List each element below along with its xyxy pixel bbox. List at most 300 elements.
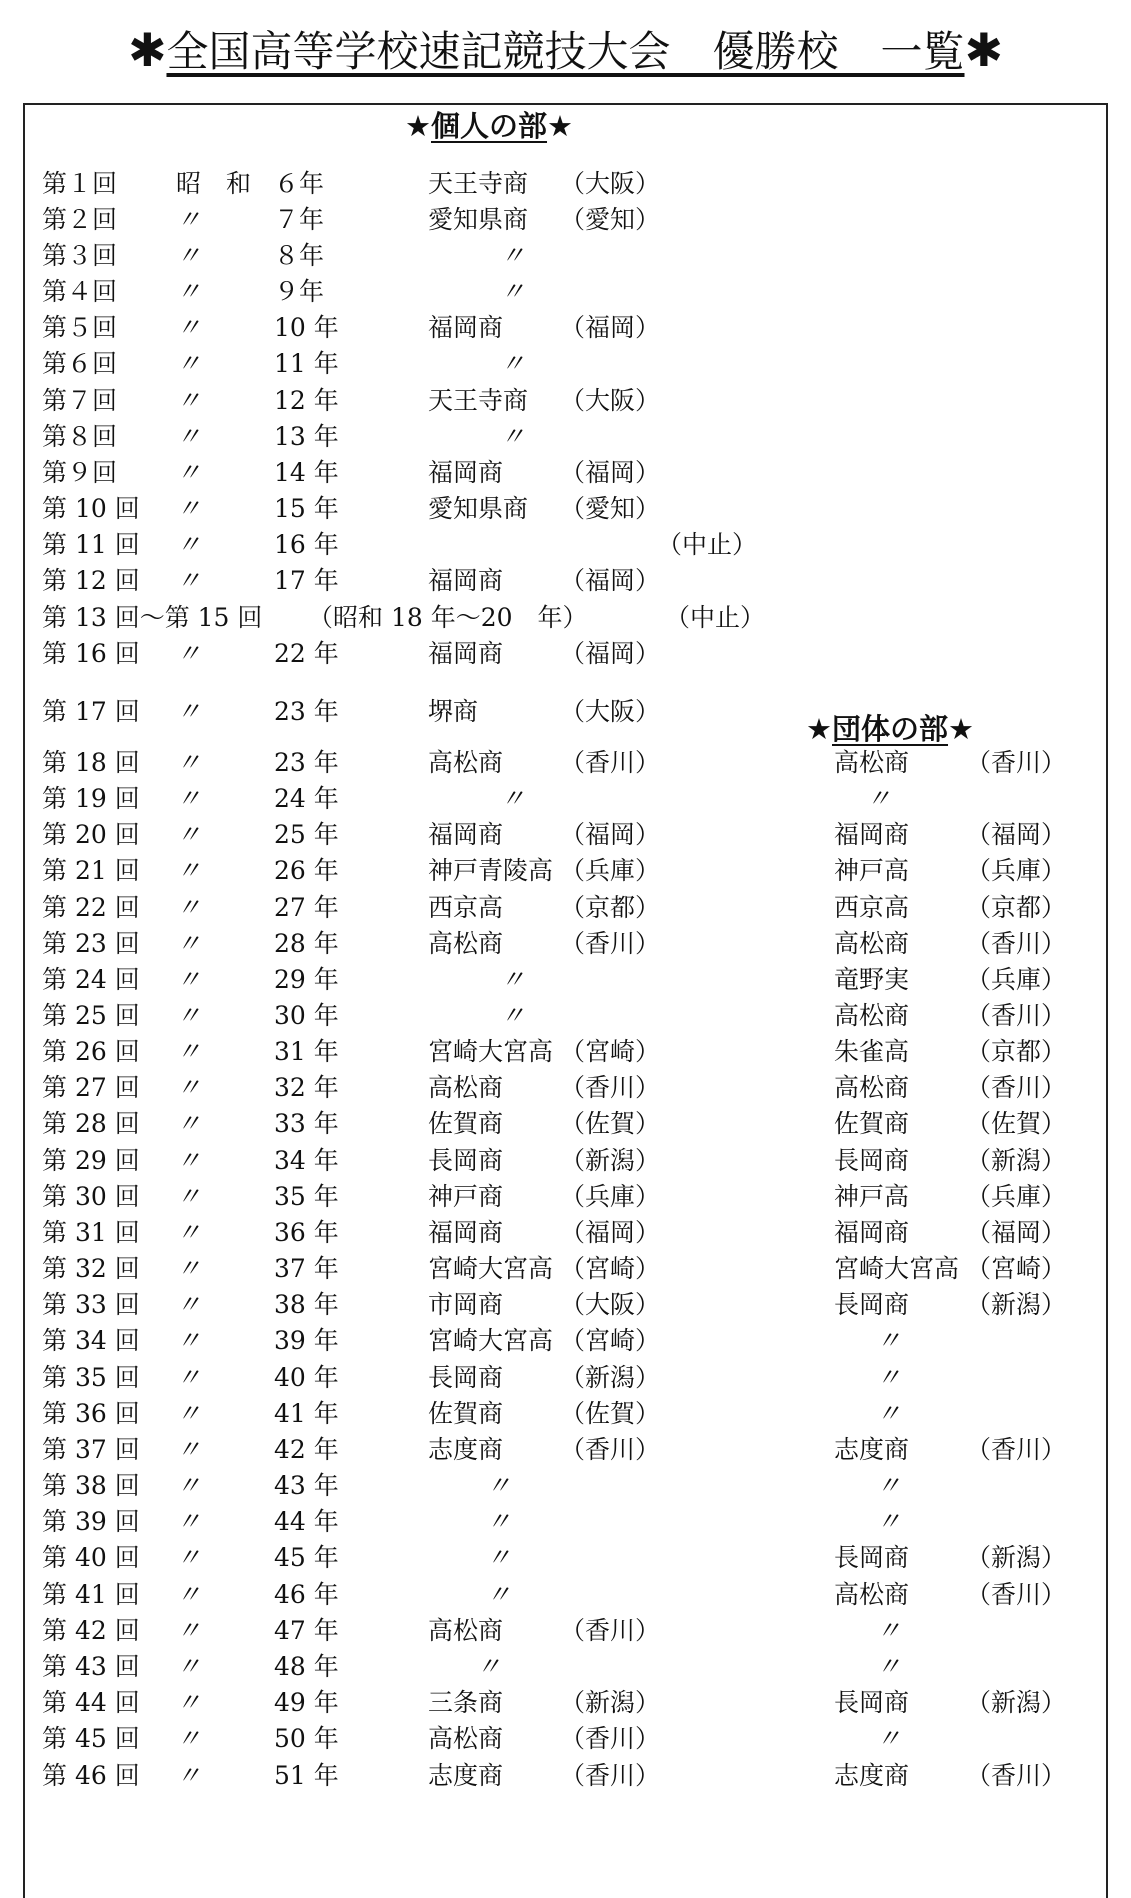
individual-ditto-mark: 〃 — [500, 349, 526, 378]
year: ６年 — [274, 169, 325, 198]
tournament-number: 第 40 回 — [42, 1543, 140, 1572]
individual-ditto-mark: 〃 — [500, 241, 526, 270]
year: 40 年 — [274, 1363, 339, 1392]
year: 12 年 — [274, 386, 339, 415]
year: 14 年 — [274, 458, 339, 487]
year: 31 年 — [274, 1037, 339, 1066]
individual-school: 宮崎大宮高 — [428, 1326, 554, 1355]
individual-prefecture: （香川） — [560, 1616, 661, 1645]
result-row — [0, 781, 1131, 817]
year: 30 年 — [274, 1001, 339, 1030]
team-prefecture: （新潟） — [966, 1290, 1067, 1319]
individual-school: 宮崎大宮高 — [428, 1037, 554, 1066]
team-ditto-mark: 〃 — [876, 1471, 902, 1500]
year: 23 年 — [274, 697, 339, 726]
individual-prefecture: （福岡） — [560, 1218, 661, 1247]
era-name: 〃 — [176, 965, 202, 994]
result-row — [0, 1613, 1131, 1649]
team-school: 高松商 — [834, 929, 910, 958]
result-row — [0, 1323, 1131, 1359]
individual-ditto-mark: 〃 — [486, 1507, 512, 1536]
individual-prefecture: （宮崎） — [560, 1326, 661, 1355]
team-ditto-mark: 〃 — [876, 1399, 902, 1428]
tournament-number: 第 43 回 — [42, 1652, 140, 1681]
individual-prefecture: （香川） — [560, 1724, 661, 1753]
tournament-number: 第１回 — [42, 169, 118, 198]
individual-school: 堺商 — [428, 697, 479, 726]
individual-ditto-mark: 〃 — [500, 1001, 526, 1030]
individual-prefecture: （大阪） — [560, 169, 661, 198]
year: 43 年 — [274, 1471, 339, 1500]
individual-prefecture: （愛知） — [560, 494, 661, 523]
page-title-text: 全国高等学校速記競技大会 優勝校 一覧 — [166, 27, 965, 76]
individual-school: 宮崎大宮高 — [428, 1254, 554, 1283]
result-row — [0, 455, 1131, 491]
tournament-number: 第 30 回 — [42, 1182, 140, 1211]
individual-school: 高松商 — [428, 1724, 504, 1753]
individual-ditto-mark: 〃 — [486, 1580, 512, 1609]
tournament-number: 第 17 回 — [42, 697, 140, 726]
result-row — [0, 1070, 1131, 1106]
tournament-number: 第 18 回 — [42, 748, 140, 777]
year: 41 年 — [274, 1399, 339, 1428]
team-prefecture: （新潟） — [966, 1146, 1067, 1175]
result-row — [0, 383, 1131, 419]
result-row — [0, 998, 1131, 1034]
individual-prefecture: （兵庫） — [560, 1182, 661, 1211]
result-row — [0, 962, 1131, 998]
individual-school: 愛知県商 — [428, 205, 529, 234]
team-prefecture: （香川） — [966, 929, 1067, 958]
result-row — [0, 1287, 1131, 1323]
result-row — [0, 1034, 1131, 1070]
individual-school: 志度商 — [428, 1435, 504, 1464]
tournament-number: 第 26 回 — [42, 1037, 140, 1066]
result-row — [0, 636, 1131, 672]
individual-prefecture: （愛知） — [560, 205, 661, 234]
individual-prefecture: （新潟） — [560, 1688, 661, 1717]
year: 36 年 — [274, 1218, 339, 1247]
tournament-number: 第 29 回 — [42, 1146, 140, 1175]
era-name: 〃 — [176, 313, 202, 342]
era-name: 〃 — [176, 1399, 202, 1428]
tournament-number: 第 44 回 — [42, 1688, 140, 1717]
team-ditto-mark: 〃 — [876, 1652, 902, 1681]
era-name: 〃 — [176, 748, 202, 777]
team-prefecture: （京都） — [966, 1037, 1067, 1066]
year: ８年 — [274, 241, 325, 270]
team-prefecture: （新潟） — [966, 1543, 1067, 1572]
individual-school: 志度商 — [428, 1761, 504, 1790]
individual-ditto-mark: 〃 — [486, 1471, 512, 1500]
era-name: 〃 — [176, 1363, 202, 1392]
tournament-number: 第 10 回 — [42, 494, 140, 523]
tournament-number: 第 38 回 — [42, 1471, 140, 1500]
individual-school: 高松商 — [428, 1073, 504, 1102]
team-school: 宮崎大宮高 — [834, 1254, 960, 1283]
tournament-number: 第 25 回 — [42, 1001, 140, 1030]
result-row — [0, 926, 1131, 962]
year: 44 年 — [274, 1507, 339, 1536]
year: 13 年 — [274, 422, 339, 451]
star-icon: ★ — [547, 109, 574, 143]
era-name: 〃 — [176, 241, 202, 270]
individual-school: 神戸青陵高 — [428, 856, 554, 885]
era-name: 〃 — [176, 422, 202, 451]
team-prefecture: （新潟） — [966, 1688, 1067, 1717]
team-prefecture: （香川） — [966, 1761, 1067, 1790]
tournament-number: 第 21 回 — [42, 856, 140, 885]
tournament-number: 第 35 回 — [42, 1363, 140, 1392]
team-ditto-mark: 〃 — [876, 1363, 902, 1392]
year: ９年 — [274, 277, 325, 306]
era-name: 〃 — [176, 1761, 202, 1790]
result-row — [0, 817, 1131, 853]
era-name: 〃 — [176, 349, 202, 378]
tournament-number: 第３回 — [42, 241, 118, 270]
individual-prefecture: （香川） — [560, 1761, 661, 1790]
team-school: 高松商 — [834, 1580, 910, 1609]
individual-prefecture: （大阪） — [560, 386, 661, 415]
individual-prefecture: （佐賀） — [560, 1109, 661, 1138]
result-row — [0, 1468, 1131, 1504]
individual-prefecture: （香川） — [560, 929, 661, 958]
team-prefecture: （福岡） — [966, 820, 1067, 849]
era-name: 〃 — [176, 1543, 202, 1572]
individual-prefecture: （兵庫） — [560, 856, 661, 885]
team-school: 長岡商 — [834, 1146, 910, 1175]
year: ７年 — [274, 205, 325, 234]
team-school: 高松商 — [834, 1073, 910, 1102]
tournament-number: 第 12 回 — [42, 566, 140, 595]
individual-prefecture: （大阪） — [560, 1290, 661, 1319]
era-name: 〃 — [176, 820, 202, 849]
individual-school: 高松商 — [428, 748, 504, 777]
team-school: 福岡商 — [834, 1218, 910, 1247]
year: 47 年 — [274, 1616, 339, 1645]
era-name: 〃 — [176, 1580, 202, 1609]
individual-school: 福岡商 — [428, 566, 504, 595]
team-ditto-mark: 〃 — [876, 1616, 902, 1645]
team-ditto-mark: 〃 — [876, 1507, 902, 1536]
year: 38 年 — [274, 1290, 339, 1319]
tournament-number: 第 13 回～第 15 回 — [42, 603, 263, 632]
result-row — [0, 563, 1131, 599]
era-name: 〃 — [176, 639, 202, 668]
individual-school: 高松商 — [428, 929, 504, 958]
tournament-number: 第 46 回 — [42, 1761, 140, 1790]
team-prefecture: （香川） — [966, 748, 1067, 777]
era-name: 〃 — [176, 1616, 202, 1645]
year: 25 年 — [274, 820, 339, 849]
team-school: 神戸高 — [834, 856, 910, 885]
team-prefecture: （兵庫） — [966, 856, 1067, 885]
year: 37 年 — [274, 1254, 339, 1283]
team-school: 朱雀高 — [834, 1037, 910, 1066]
tournament-number: 第９回 — [42, 458, 118, 487]
result-row — [0, 1577, 1131, 1613]
team-prefecture: （香川） — [966, 1001, 1067, 1030]
individual-school: 福岡商 — [428, 313, 504, 342]
tournament-number: 第 34 回 — [42, 1326, 140, 1355]
year: 51 年 — [274, 1761, 339, 1790]
team-section-label: 団体の部 — [832, 712, 949, 746]
tournament-number: 第７回 — [42, 386, 118, 415]
individual-prefecture: （大阪） — [560, 697, 661, 726]
tournament-number: 第 20 回 — [42, 820, 140, 849]
individual-school: 愛知県商 — [428, 494, 529, 523]
year: 45 年 — [274, 1543, 339, 1572]
team-school: 長岡商 — [834, 1688, 910, 1717]
tournament-number: 第 16 回 — [42, 639, 140, 668]
individual-prefecture: （福岡） — [560, 639, 661, 668]
era-name: 〃 — [176, 1182, 202, 1211]
era-name: 〃 — [176, 494, 202, 523]
tournament-number: 第 22 回 — [42, 893, 140, 922]
team-school: 西京高 — [834, 893, 910, 922]
result-row — [0, 1685, 1131, 1721]
year: 35 年 — [274, 1182, 339, 1211]
team-ditto-mark: 〃 — [876, 1326, 902, 1355]
era-name: 〃 — [176, 386, 202, 415]
era-name: 〃 — [176, 1507, 202, 1536]
tournament-number: 第 41 回 — [42, 1580, 140, 1609]
year: 48 年 — [274, 1652, 339, 1681]
individual-school: 福岡商 — [428, 1218, 504, 1247]
team-school: 長岡商 — [834, 1543, 910, 1572]
era-name: 〃 — [176, 697, 202, 726]
individual-school: 佐賀商 — [428, 1109, 504, 1138]
tournament-number: 第 42 回 — [42, 1616, 140, 1645]
individual-school: 天王寺商 — [428, 169, 529, 198]
team-prefecture: （宮崎） — [966, 1254, 1067, 1283]
year: 42 年 — [274, 1435, 339, 1464]
year: 17 年 — [274, 566, 339, 595]
team-school: 竜野実 — [834, 965, 910, 994]
era-name: 〃 — [176, 784, 202, 813]
era-name: 〃 — [176, 1073, 202, 1102]
era-name: 〃 — [176, 1652, 202, 1681]
era-name: 〃 — [176, 929, 202, 958]
individual-school: 福岡商 — [428, 458, 504, 487]
era-name: 〃 — [176, 566, 202, 595]
individual-prefecture: （佐賀） — [560, 1399, 661, 1428]
tournament-number: 第 24 回 — [42, 965, 140, 994]
era-name: 〃 — [176, 1146, 202, 1175]
individual-prefecture: （宮崎） — [560, 1254, 661, 1283]
individual-prefecture: （京都） — [560, 893, 661, 922]
team-school: 志度商 — [834, 1761, 910, 1790]
tournament-number: 第５回 — [42, 313, 118, 342]
era-name: 昭 和 — [176, 169, 252, 198]
year: 28 年 — [274, 929, 339, 958]
era-name: 〃 — [176, 1254, 202, 1283]
result-row — [0, 890, 1131, 926]
team-school: 神戸高 — [834, 1182, 910, 1211]
tournament-number: 第 45 回 — [42, 1724, 140, 1753]
year-range: （昭和 18 年～20 年） — [308, 603, 588, 632]
result-row — [0, 1106, 1131, 1142]
year: 22 年 — [274, 639, 339, 668]
individual-prefecture: （香川） — [560, 748, 661, 777]
era-name: 〃 — [176, 1037, 202, 1066]
era-name: 〃 — [176, 1290, 202, 1319]
team-prefecture: （香川） — [966, 1435, 1067, 1464]
team-school: 志度商 — [834, 1435, 910, 1464]
result-row — [0, 238, 1131, 274]
year: 50 年 — [274, 1724, 339, 1753]
page-title — [0, 20, 1131, 80]
year: 32 年 — [274, 1073, 339, 1102]
individual-school: 長岡商 — [428, 1363, 504, 1392]
era-name: 〃 — [176, 1001, 202, 1030]
result-row — [0, 1504, 1131, 1540]
individual-school: 高松商 — [428, 1616, 504, 1645]
team-prefecture: （香川） — [966, 1580, 1067, 1609]
result-row — [0, 166, 1131, 202]
individual-prefecture: （福岡） — [560, 820, 661, 849]
individual-ditto-mark: 〃 — [500, 422, 526, 451]
result-row — [0, 274, 1131, 310]
team-prefecture: （香川） — [966, 1073, 1067, 1102]
asterisk-icon: ✱ — [127, 23, 167, 77]
result-row — [0, 1251, 1131, 1287]
individual-section-heading — [405, 106, 573, 146]
individual-school: 天王寺商 — [428, 386, 529, 415]
tournament-number: 第 32 回 — [42, 1254, 140, 1283]
individual-section-label: 個人の部 — [431, 109, 548, 143]
individual-prefecture: （福岡） — [560, 458, 661, 487]
result-row — [0, 346, 1131, 382]
era-name: 〃 — [176, 458, 202, 487]
individual-school: 佐賀商 — [428, 1399, 504, 1428]
result-row — [0, 1360, 1131, 1396]
team-prefecture: （兵庫） — [966, 1182, 1067, 1211]
result-row — [0, 1396, 1131, 1432]
era-name: 〃 — [176, 530, 202, 559]
year: 26 年 — [274, 856, 339, 885]
cancelled-note: （中止） — [665, 603, 766, 632]
result-row — [0, 1540, 1131, 1576]
result-row — [0, 527, 1131, 563]
individual-prefecture: （香川） — [560, 1073, 661, 1102]
team-school: 高松商 — [834, 748, 910, 777]
individual-prefecture: （福岡） — [560, 313, 661, 342]
team-ditto-mark: 〃 — [876, 1724, 902, 1753]
individual-ditto-mark: 〃 — [500, 277, 526, 306]
team-school: 高松商 — [834, 1001, 910, 1030]
year: 39 年 — [274, 1326, 339, 1355]
result-row — [0, 491, 1131, 527]
individual-ditto-mark: 〃 — [500, 784, 526, 813]
tournament-number: 第４回 — [42, 277, 118, 306]
individual-school: 神戸商 — [428, 1182, 504, 1211]
result-row — [0, 202, 1131, 238]
year: 11 年 — [274, 349, 339, 378]
result-row — [0, 1758, 1131, 1794]
individual-prefecture: （宮崎） — [560, 1037, 661, 1066]
individual-school: 三条商 — [428, 1688, 504, 1717]
tournament-number: 第 19 回 — [42, 784, 140, 813]
era-name: 〃 — [176, 856, 202, 885]
result-row — [0, 1179, 1131, 1215]
tournament-number: 第 37 回 — [42, 1435, 140, 1464]
star-icon: ★ — [948, 712, 975, 746]
year: 33 年 — [274, 1109, 339, 1138]
result-row — [0, 745, 1131, 781]
tournament-number: 第 36 回 — [42, 1399, 140, 1428]
era-name: 〃 — [176, 205, 202, 234]
individual-ditto-mark: 〃 — [500, 965, 526, 994]
result-row — [0, 310, 1131, 346]
individual-prefecture: （新潟） — [560, 1146, 661, 1175]
individual-prefecture: （新潟） — [560, 1363, 661, 1392]
asterisk-icon: ✱ — [964, 23, 1004, 77]
tournament-number: 第８回 — [42, 422, 118, 451]
star-icon: ★ — [806, 712, 832, 746]
tournament-number: 第 31 回 — [42, 1218, 140, 1247]
team-school: 佐賀商 — [834, 1109, 910, 1138]
result-row — [0, 1721, 1131, 1757]
year: 23 年 — [274, 748, 339, 777]
star-icon: ★ — [405, 109, 431, 143]
individual-school: 福岡商 — [428, 639, 504, 668]
tournament-number: 第 28 回 — [42, 1109, 140, 1138]
year: 27 年 — [274, 893, 339, 922]
era-name: 〃 — [176, 893, 202, 922]
era-name: 〃 — [176, 1326, 202, 1355]
year: 10 年 — [274, 313, 339, 342]
team-prefecture: （佐賀） — [966, 1109, 1067, 1138]
era-name: 〃 — [176, 1724, 202, 1753]
team-school: 長岡商 — [834, 1290, 910, 1319]
era-name: 〃 — [176, 1688, 202, 1717]
result-row — [0, 1432, 1131, 1468]
year: 34 年 — [274, 1146, 339, 1175]
result-row — [0, 694, 1131, 730]
team-school: 福岡商 — [834, 820, 910, 849]
era-name: 〃 — [176, 1471, 202, 1500]
team-prefecture: （福岡） — [966, 1218, 1067, 1247]
individual-prefecture: （福岡） — [560, 566, 661, 595]
result-row — [0, 1649, 1131, 1685]
team-ditto-mark: 〃 — [866, 784, 892, 813]
individual-ditto-mark: 〃 — [476, 1652, 502, 1681]
era-name: 〃 — [176, 1109, 202, 1138]
era-name: 〃 — [176, 1435, 202, 1464]
individual-school: 福岡商 — [428, 820, 504, 849]
individual-prefecture: （香川） — [560, 1435, 661, 1464]
tournament-number: 第 33 回 — [42, 1290, 140, 1319]
year: 15 年 — [274, 494, 339, 523]
tournament-number: 第６回 — [42, 349, 118, 378]
tournament-number: 第２回 — [42, 205, 118, 234]
result-row — [0, 600, 1131, 636]
individual-school: 長岡商 — [428, 1146, 504, 1175]
year: 46 年 — [274, 1580, 339, 1609]
tournament-number: 第 23 回 — [42, 929, 140, 958]
tournament-number: 第 27 回 — [42, 1073, 140, 1102]
individual-school: 市岡商 — [428, 1290, 504, 1319]
result-row — [0, 853, 1131, 889]
individual-school: 西京高 — [428, 893, 504, 922]
team-prefecture: （兵庫） — [966, 965, 1067, 994]
era-name: 〃 — [176, 1218, 202, 1247]
team-prefecture: （京都） — [966, 893, 1067, 922]
tournament-number: 第 39 回 — [42, 1507, 140, 1536]
year: 29 年 — [274, 965, 339, 994]
individual-ditto-mark: 〃 — [486, 1543, 512, 1572]
